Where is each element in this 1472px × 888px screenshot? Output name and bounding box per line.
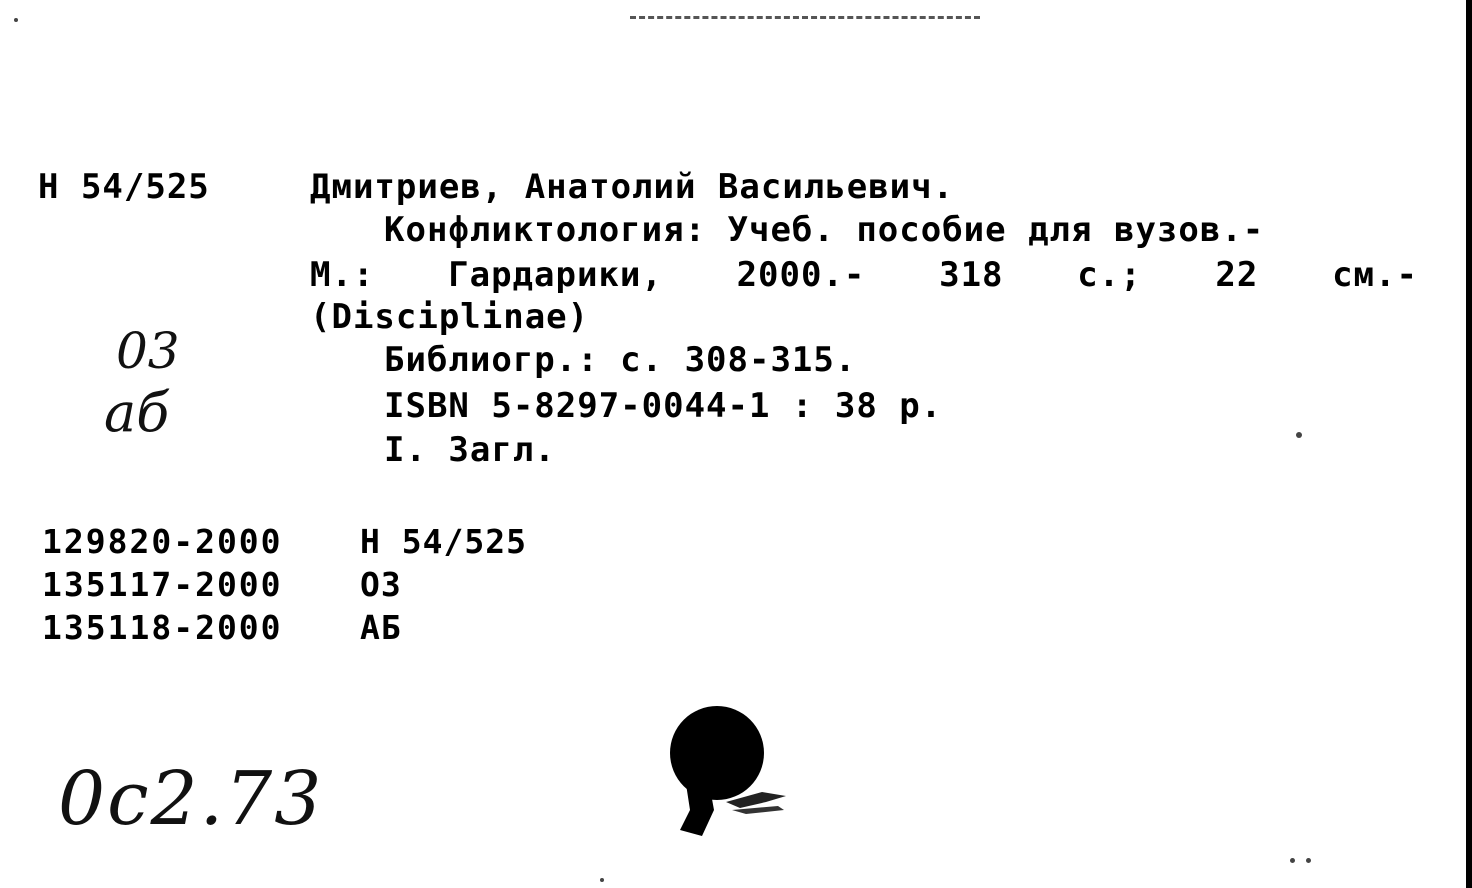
pub-size: 22	[1215, 255, 1259, 295]
holding-inventory: 135117-2000	[42, 565, 283, 604]
holding-inventory: 135118-2000	[42, 608, 283, 647]
holding-location: ОЗ	[360, 565, 402, 604]
speck	[14, 18, 18, 22]
bibliography-note: Библиогр.: с. 308-315.	[384, 340, 857, 380]
holding-inventory: 129820-2000	[42, 522, 283, 561]
speck	[600, 878, 604, 882]
handwritten-mark-2: аб	[104, 381, 170, 444]
speck	[1306, 858, 1311, 863]
isbn-line: ISBN 5-8297-0044-1 : 38 р.	[384, 386, 943, 426]
holdings-list	[42, 520, 527, 649]
pub-publisher: Гардарики,	[448, 255, 663, 295]
holding-row	[42, 520, 527, 563]
series-statement: (Disciplinae)	[310, 297, 590, 337]
handwritten-mark-1: 03	[116, 322, 180, 380]
call-number: Н 54/525	[38, 167, 210, 207]
added-entry: I. Загл.	[384, 430, 556, 470]
holding-row	[42, 606, 527, 649]
punch-hole-smudge	[666, 780, 796, 840]
title-statement: Конфликтология: Учеб. пособие для вузов.-	[384, 210, 1265, 250]
speck	[1290, 858, 1295, 863]
author-heading: Дмитриев, Анатолий Васильевич.	[310, 167, 955, 207]
top-dashed-rule	[630, 16, 980, 19]
speck	[1296, 432, 1302, 438]
pub-pages: 318	[939, 255, 1004, 295]
pub-year: 2000.-	[736, 255, 866, 295]
pub-place: М.:	[310, 255, 375, 295]
handwritten-shelf-mark: 0с2.73	[58, 756, 324, 842]
holding-location: Н 54/525	[360, 522, 527, 561]
pub-size-unit: см.-	[1332, 255, 1418, 295]
holding-row	[42, 563, 527, 606]
publication-line	[310, 255, 1418, 295]
holding-location: АБ	[360, 608, 402, 647]
pub-pages-unit: с.;	[1077, 255, 1142, 295]
